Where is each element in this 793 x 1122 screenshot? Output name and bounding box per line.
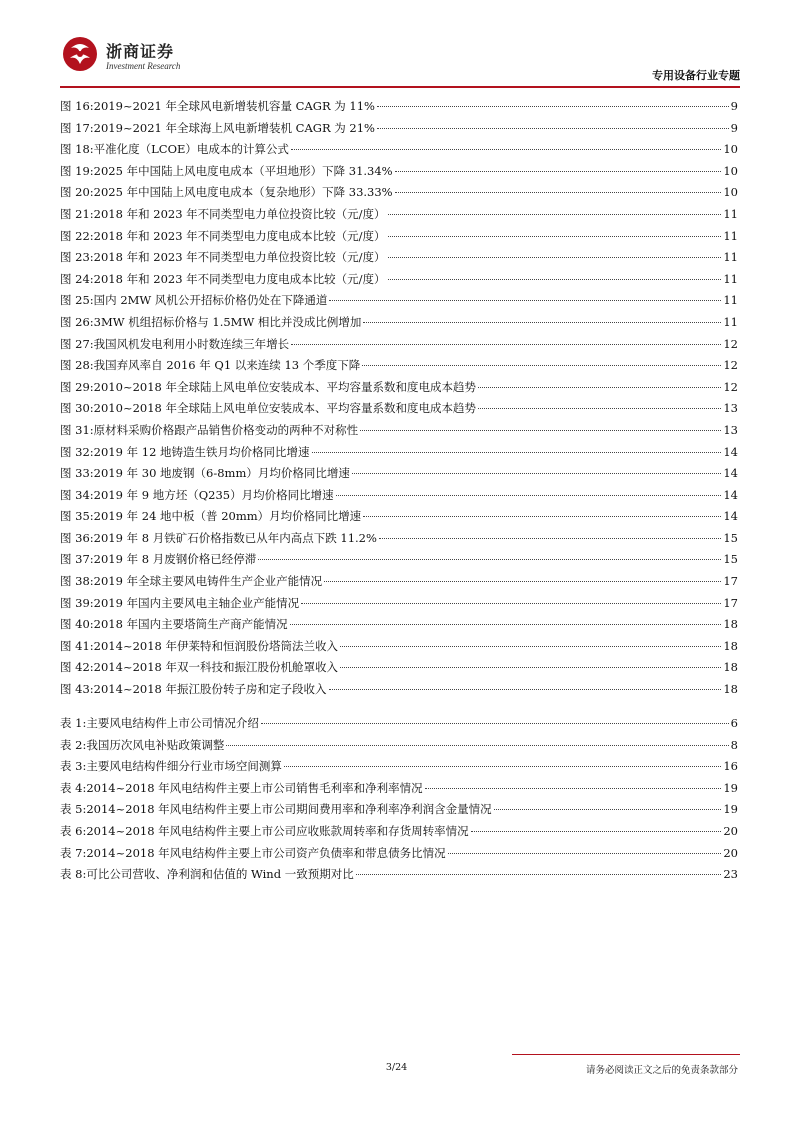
figure-entry[interactable] bbox=[60, 659, 738, 681]
entry-title: 2014~2018 年双一科技和振江股份机舱罩收入 bbox=[93, 660, 338, 675]
table-entry[interactable] bbox=[60, 823, 738, 845]
entry-number: 图 38: bbox=[60, 574, 94, 589]
entry-title: 3MW 机组招标价格与 1.5MW 相比并没成比例增加 bbox=[93, 314, 362, 329]
entry-number: 表 7: bbox=[60, 845, 87, 860]
dot-leader bbox=[291, 344, 721, 345]
entry-title: 2019 年国内主要风电主轴企业产能情况 bbox=[93, 595, 300, 610]
entry-page: 13 bbox=[723, 401, 738, 416]
dot-leader bbox=[448, 853, 722, 854]
table-entry[interactable] bbox=[60, 801, 738, 823]
entry-title: 2019 年 30 地废钢（6-8mm）月均价格同比增速 bbox=[93, 466, 350, 481]
figure-entry[interactable] bbox=[60, 681, 738, 703]
dot-leader bbox=[363, 322, 721, 323]
figure-entry[interactable] bbox=[60, 292, 738, 314]
entry-title: 我国风机发电利用小时数连续三年增长 bbox=[93, 336, 290, 351]
entry-number: 图 35: bbox=[60, 509, 94, 524]
entry-title: 2014~2018 年伊莱特和恒润股份塔筒法兰收入 bbox=[93, 638, 338, 653]
entry-title: 2018 年和 2023 年不同类型电力单位投资比较（元/度） bbox=[93, 250, 386, 265]
dot-leader bbox=[226, 745, 728, 746]
entry-title: 2019 年 8 月铁矿石价格指数已从年内高点下跌 11.2% bbox=[93, 530, 377, 545]
entry-title: 我国历次风电补贴政策调整 bbox=[86, 737, 225, 752]
entry-number: 表 3: bbox=[60, 759, 87, 774]
entry-page: 19 bbox=[723, 780, 738, 795]
disclaimer: 请务必阅读正文之后的免责条款部分 bbox=[585, 1065, 738, 1076]
entry-title: 2019 年 8 月废钢价格已经停滞 bbox=[93, 552, 257, 567]
entry-page: 23 bbox=[723, 867, 738, 882]
entry-page: 11 bbox=[723, 271, 738, 286]
table-entry[interactable] bbox=[60, 780, 738, 802]
entry-number: 图 29: bbox=[60, 379, 94, 394]
entry-page: 15 bbox=[723, 530, 738, 545]
entry-page: 11 bbox=[723, 206, 738, 221]
entry-page: 11 bbox=[723, 250, 738, 265]
figure-entry[interactable] bbox=[60, 444, 738, 466]
page-header bbox=[60, 30, 740, 90]
broker-logo-icon bbox=[62, 36, 98, 72]
dot-leader bbox=[258, 559, 721, 560]
dot-leader bbox=[478, 387, 721, 388]
entry-number: 图 28: bbox=[60, 358, 94, 373]
figure-entry[interactable] bbox=[60, 163, 738, 185]
entry-page: 20 bbox=[723, 845, 738, 860]
report-type: 专用设备行业专题 bbox=[652, 69, 740, 82]
dot-leader bbox=[290, 624, 722, 625]
entry-page: 14 bbox=[723, 509, 738, 524]
entry-page: 16 bbox=[723, 759, 738, 774]
entry-title: 可比公司营收、净利润和估值的 Wind 一致预期对比 bbox=[86, 867, 354, 882]
figure-entry[interactable] bbox=[60, 271, 738, 293]
figure-entry[interactable] bbox=[60, 314, 738, 336]
entry-page: 14 bbox=[723, 444, 738, 459]
entry-title: 2019~2021 年全球海上风电新增装机 CAGR 为 21% bbox=[93, 120, 375, 135]
figure-entry[interactable] bbox=[60, 184, 738, 206]
table-entry[interactable] bbox=[60, 737, 738, 759]
entry-number: 表 4: bbox=[60, 780, 87, 795]
entry-page: 10 bbox=[723, 142, 738, 157]
entry-number: 图 23: bbox=[60, 250, 94, 265]
brand-subtitle: Investment Research bbox=[106, 61, 181, 71]
dot-leader bbox=[356, 874, 722, 875]
dot-leader bbox=[312, 452, 722, 453]
figure-entry[interactable] bbox=[60, 400, 738, 422]
dot-leader bbox=[388, 236, 722, 237]
entry-number: 图 31: bbox=[60, 422, 94, 437]
figure-entry[interactable] bbox=[60, 98, 738, 120]
figure-entry[interactable] bbox=[60, 379, 738, 401]
entry-title: 2014~2018 年风电结构件主要上市公司资产负债率和带息债务比情况 bbox=[86, 845, 446, 860]
entry-title: 2014~2018 年风电结构件主要上市公司期间费用率和净利率净利润含金量情况 bbox=[86, 802, 492, 817]
dot-leader bbox=[471, 831, 722, 832]
footer-divider bbox=[512, 1054, 740, 1055]
entry-page: 12 bbox=[723, 336, 738, 351]
table-entry[interactable] bbox=[60, 758, 738, 780]
dot-leader bbox=[388, 214, 722, 215]
dot-leader bbox=[284, 766, 722, 767]
entry-number: 图 41: bbox=[60, 638, 94, 653]
entry-page: 9 bbox=[730, 99, 738, 113]
entry-title: 2018 年和 2023 年不同类型电力单位投资比较（元/度） bbox=[93, 206, 386, 221]
entry-title: 主要风电结构件上市公司情况介绍 bbox=[86, 716, 259, 730]
entry-page: 8 bbox=[730, 737, 738, 752]
figure-entry[interactable] bbox=[60, 249, 738, 271]
entry-title: 2018 年国内主要塔筒生产商产能情况 bbox=[93, 617, 288, 632]
entry-number: 图 25: bbox=[60, 293, 94, 308]
figure-entry[interactable] bbox=[60, 508, 738, 530]
figure-entry[interactable] bbox=[60, 141, 738, 163]
entry-number: 图 30: bbox=[60, 401, 94, 416]
entry-page: 12 bbox=[723, 358, 738, 373]
entry-number: 图 18: bbox=[60, 142, 94, 157]
dot-leader bbox=[377, 128, 729, 129]
entry-number: 图 22: bbox=[60, 228, 94, 243]
entry-number: 图 16: bbox=[60, 99, 94, 113]
entry-page: 18 bbox=[723, 617, 738, 632]
entry-number: 图 40: bbox=[60, 617, 94, 632]
entry-number: 图 32: bbox=[60, 444, 94, 459]
figure-entry[interactable] bbox=[60, 595, 738, 617]
entry-page: 10 bbox=[723, 163, 738, 178]
entry-number: 图 21: bbox=[60, 206, 94, 221]
entry-page: 20 bbox=[723, 823, 738, 838]
dot-leader bbox=[340, 667, 721, 668]
page-number: 3/24 bbox=[385, 1062, 408, 1073]
dot-leader bbox=[362, 365, 721, 366]
entry-title: 平准化度（LCOE）电成本的计算公式 bbox=[93, 142, 289, 157]
figure-entry[interactable] bbox=[60, 616, 738, 638]
figure-entry[interactable] bbox=[60, 638, 738, 660]
figure-entry[interactable] bbox=[60, 336, 738, 358]
figure-entry[interactable] bbox=[60, 228, 738, 250]
entry-page: 17 bbox=[723, 574, 738, 589]
entry-title: 我国弃风率自 2016 年 Q1 以来连续 13 个季度下降 bbox=[93, 358, 361, 373]
dot-leader bbox=[363, 516, 721, 517]
entry-title: 2025 年中国陆上风电度电成本（复杂地形）下降 33.33% bbox=[93, 185, 393, 200]
figure-entry[interactable] bbox=[60, 530, 738, 552]
entry-page: 11 bbox=[723, 314, 738, 329]
entry-title: 2019 年 9 地方坯（Q235）月均价格同比增速 bbox=[93, 487, 334, 502]
entry-title: 2019 年 12 地铸造生铁月均价格同比增速 bbox=[93, 444, 310, 459]
dot-leader bbox=[336, 495, 722, 496]
dot-leader bbox=[301, 603, 721, 604]
figure-entry[interactable] bbox=[60, 487, 738, 509]
entry-number: 图 42: bbox=[60, 660, 94, 675]
table-entry[interactable] bbox=[60, 845, 738, 867]
dot-leader bbox=[352, 473, 721, 474]
dot-leader bbox=[494, 809, 722, 810]
dot-leader bbox=[379, 538, 721, 539]
dot-leader bbox=[329, 689, 722, 690]
entry-title: 2014~2018 年风电结构件主要上市公司销售毛利率和净利率情况 bbox=[86, 780, 423, 795]
entry-title: 2010~2018 年全球陆上风电单位安装成本、平均容量系数和度电成本趋势 bbox=[93, 379, 476, 394]
dot-leader bbox=[388, 257, 722, 258]
entry-page: 14 bbox=[723, 487, 738, 502]
entry-number: 图 20: bbox=[60, 185, 94, 200]
dot-leader bbox=[395, 171, 722, 172]
entry-number: 图 17: bbox=[60, 120, 94, 135]
entry-number: 图 36: bbox=[60, 530, 94, 545]
dot-leader bbox=[340, 646, 721, 647]
entry-number: 表 5: bbox=[60, 802, 87, 817]
entry-number: 图 26: bbox=[60, 314, 94, 329]
dot-leader bbox=[291, 149, 721, 150]
entry-number: 表 2: bbox=[60, 737, 87, 752]
entry-title: 2010~2018 年全球陆上风电单位安装成本、平均容量系数和度电成本趋势 bbox=[93, 401, 476, 416]
entry-page: 14 bbox=[723, 466, 738, 481]
table-index bbox=[60, 715, 738, 888]
figure-entry[interactable] bbox=[60, 422, 738, 444]
figure-entry[interactable] bbox=[60, 551, 738, 573]
figure-entry[interactable] bbox=[60, 120, 738, 142]
table-entry[interactable] bbox=[60, 866, 738, 888]
entry-title: 2018 年和 2023 年不同类型电力度电成本比较（元/度） bbox=[93, 271, 386, 286]
figure-index bbox=[60, 98, 738, 703]
entry-number: 图 34: bbox=[60, 487, 94, 502]
figure-entry[interactable] bbox=[60, 573, 738, 595]
entry-number: 表 1: bbox=[60, 716, 87, 730]
entry-page: 11 bbox=[723, 228, 738, 243]
entry-page: 6 bbox=[730, 716, 738, 730]
entry-title: 主要风电结构件细分行业市场空间测算 bbox=[86, 759, 282, 774]
entry-page: 18 bbox=[723, 682, 738, 697]
entry-page: 15 bbox=[723, 552, 738, 567]
entry-title: 2014~2018 年风电结构件主要上市公司应收账款周转率和存货周转率情况 bbox=[86, 823, 469, 838]
entry-title: 2014~2018 年振江股份转子房和定子段收入 bbox=[93, 682, 327, 697]
brand-name: 浙商证券 bbox=[106, 42, 175, 61]
entry-title: 2018 年和 2023 年不同类型电力度电成本比较（元/度） bbox=[93, 228, 386, 243]
entry-page: 12 bbox=[723, 379, 738, 394]
entry-title: 原材料采购价格跟产品销售价格变动的两种不对称性 bbox=[93, 422, 359, 437]
entry-number: 图 33: bbox=[60, 466, 94, 481]
entry-number: 图 43: bbox=[60, 682, 94, 697]
entry-number: 图 19: bbox=[60, 163, 94, 178]
dot-leader bbox=[329, 300, 721, 301]
dot-leader bbox=[377, 106, 729, 107]
dot-leader bbox=[261, 723, 729, 724]
figure-entry[interactable] bbox=[60, 465, 738, 487]
entry-title: 2019 年 24 地中板（普 20mm）月均价格同比增速 bbox=[93, 509, 362, 524]
entry-number: 表 6: bbox=[60, 823, 87, 838]
entry-number: 图 24: bbox=[60, 271, 94, 286]
figure-entry[interactable] bbox=[60, 357, 738, 379]
dot-leader bbox=[395, 192, 722, 193]
entry-number: 图 37: bbox=[60, 552, 94, 567]
dot-leader bbox=[425, 788, 722, 789]
dot-leader bbox=[478, 408, 721, 409]
entry-page: 11 bbox=[723, 293, 738, 308]
dot-leader bbox=[324, 581, 721, 582]
entry-number: 图 27: bbox=[60, 336, 94, 351]
entry-page: 10 bbox=[723, 185, 738, 200]
entry-title: 国内 2MW 风机公开招标价格仍处在下降通道 bbox=[93, 293, 328, 308]
dot-leader bbox=[360, 430, 721, 431]
entry-page: 9 bbox=[730, 120, 738, 135]
entry-title: 2019 年全球主要风电铸件生产企业产能情况 bbox=[93, 574, 323, 589]
entry-page: 18 bbox=[723, 638, 738, 653]
figure-entry[interactable] bbox=[60, 206, 738, 228]
header-divider bbox=[60, 86, 740, 88]
entry-page: 13 bbox=[723, 422, 738, 437]
entry-title: 2025 年中国陆上风电度电成本（平坦地形）下降 31.34% bbox=[93, 163, 393, 178]
table-entry[interactable] bbox=[60, 715, 738, 737]
entry-page: 18 bbox=[723, 660, 738, 675]
entry-title: 2019~2021 年全球风电新增装机容量 CAGR 为 11% bbox=[93, 99, 375, 113]
dot-leader bbox=[388, 279, 722, 280]
entry-number: 表 8: bbox=[60, 867, 87, 882]
entry-number: 图 39: bbox=[60, 595, 94, 610]
entry-page: 17 bbox=[723, 595, 738, 610]
entry-page: 19 bbox=[723, 802, 738, 817]
